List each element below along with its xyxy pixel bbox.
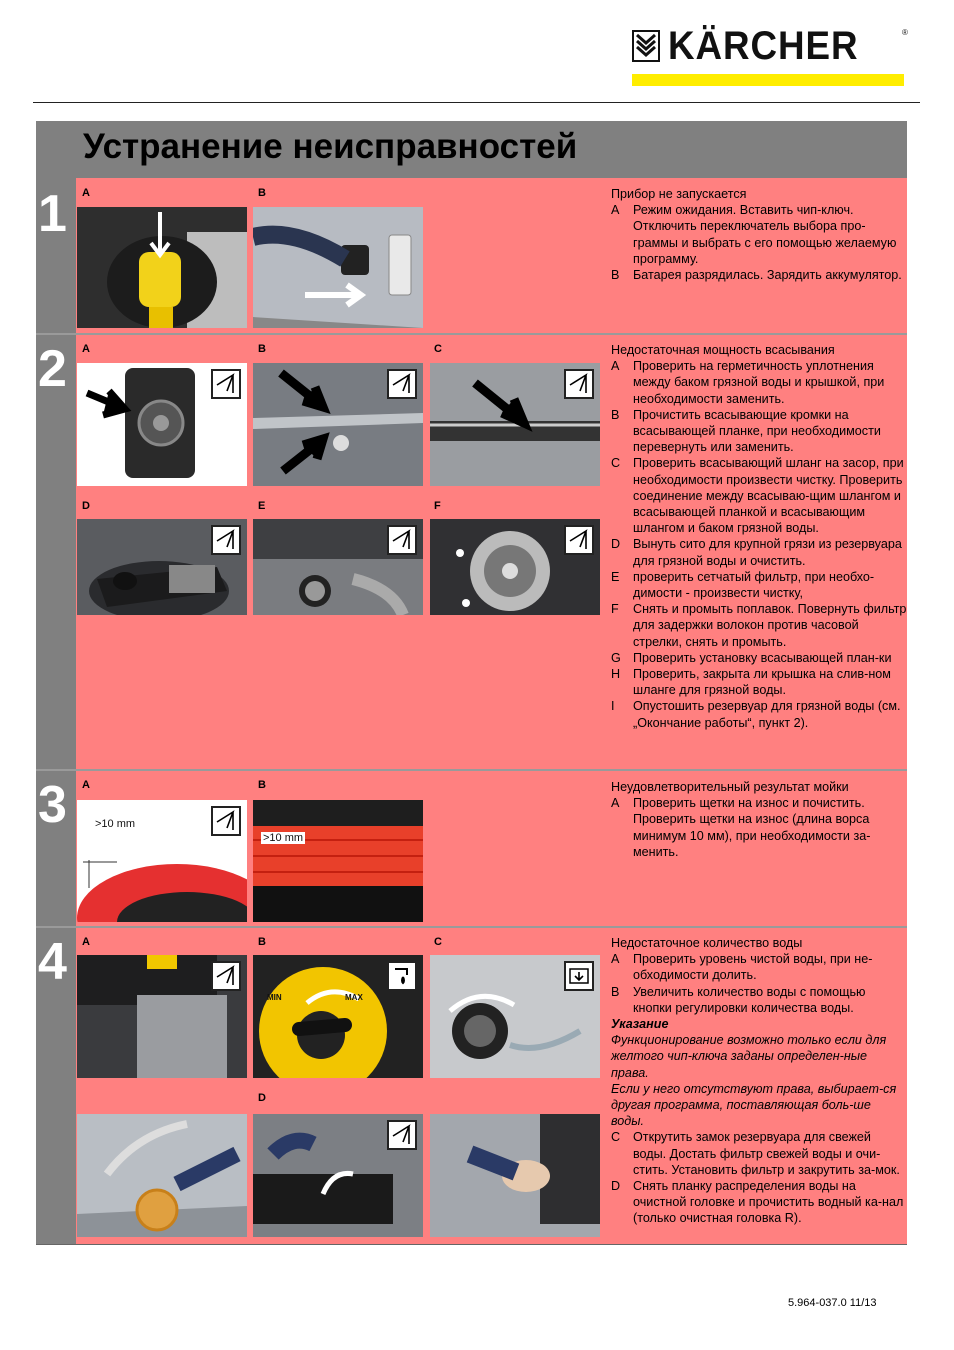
section-4-sidebar: [36, 928, 76, 1244]
list-item: B Прочистить всасывающие кромки на всасывающей планке, при необходимости перевернуть или заменить.: [611, 407, 881, 455]
page-title: Устранение неисправностей: [83, 127, 578, 166]
image-label: B: [258, 187, 266, 199]
image-label: E: [258, 500, 266, 512]
knob-max-label: MAX: [345, 993, 363, 1002]
photo-coarse-sieve: [77, 519, 247, 615]
photo-plug-charger: [253, 207, 423, 328]
section-3-sidebar: [36, 771, 76, 926]
image-label: B: [258, 779, 266, 791]
section-heading: Неудовлетворительный результат мойки: [611, 780, 849, 794]
image-label: B: [258, 343, 266, 355]
photo-water-level: [77, 955, 247, 1078]
image-label: A: [82, 343, 90, 355]
brush-measure-label: >10 mm: [95, 818, 136, 830]
photo-clean-channel: [430, 1114, 600, 1237]
section-heading: Недостаточная мощность всасывания: [611, 343, 835, 357]
image-label: D: [258, 1092, 266, 1104]
image-label: D: [82, 500, 90, 512]
list-item: E проверить сетчатый фильтр, при необхо-димости - произвести чистку,: [611, 569, 875, 601]
knob-min-label: MIN: [267, 993, 282, 1002]
tool-icon: [211, 525, 241, 555]
tank-down-icon: [564, 961, 594, 991]
tool-icon: [564, 369, 594, 399]
karcher-logo-mark: [632, 30, 660, 62]
photo-rinse-filter: [77, 1114, 247, 1237]
image-label: A: [82, 936, 90, 948]
section-4-text: [611, 935, 907, 1227]
image-label: A: [82, 187, 90, 199]
section-number: 2: [38, 340, 67, 398]
document-number: 5.964-037.0 11/13: [788, 1297, 877, 1309]
list-item: D Вынуть сито для крупной грязи из резервуара для грязной воды и очистить.: [611, 537, 902, 568]
photo-brush-disc: [77, 800, 247, 922]
list-item: G Проверить установку всасывающей план-ки: [611, 650, 892, 665]
tool-icon: [211, 961, 241, 991]
image-label: F: [434, 500, 441, 512]
title-bar: [36, 121, 907, 178]
section-number: 4: [38, 933, 67, 991]
tool-icon: [211, 369, 241, 399]
photo-roller-brush: [253, 800, 423, 922]
list-item: F Снять и промыть поплавок. Повернуть фильтр для задержки волокон против часовой стрелки, снять и промыть.: [611, 602, 907, 649]
section-3-text: [611, 779, 907, 860]
tool-icon: [211, 806, 241, 836]
section-2-text: [611, 342, 907, 731]
list-item: B Батарея разрядилась. Зарядить аккумулятор.: [611, 268, 902, 283]
section-number: 1: [38, 185, 67, 243]
table-bottom-rule: [36, 1244, 907, 1245]
tool-icon: [387, 1120, 417, 1150]
brand-yellow-bar: [632, 74, 904, 86]
list-item: I Опустошить резервуар для грязной воды (см. „Окончание работы“, пункт 2).: [611, 699, 901, 730]
list-item: C Проверить всасывающий шланг на засор, при необходимости произвести чистку. Проверить соединение между всасываю-щим шлангом и всасывающей планкой и всасывающим шлангом и баком грязной воды.: [611, 456, 904, 536]
section-2-sidebar: [36, 335, 76, 769]
header-rule: [33, 102, 920, 103]
list-item: C Открутить замок резервуара для свежей воды. Достать фильтр свежей воды и очи-стить. Установить фильтр и закрутить за-мок.: [611, 1130, 900, 1177]
photo-lid-seal: [77, 363, 247, 486]
registered-mark: ®: [902, 28, 908, 37]
karcher-logo: [630, 24, 910, 90]
list-item: A Проверить на герметичность уплотнения между баком грязной воды и крышкой, при необходимости заменить.: [611, 359, 885, 406]
section-1-sidebar: [36, 178, 76, 333]
image-label: A: [82, 779, 90, 791]
brand-name: KÄRCHER: [668, 24, 859, 68]
note-text: Функционирование возможно только если для желтого чип-ключа заданы определен-ные права.: [611, 1033, 887, 1080]
photo-water-knob: [253, 955, 423, 1078]
list-item: A Проверить уровень чистой воды, при не-обходимости долить.: [611, 952, 873, 983]
tool-icon: [387, 525, 417, 555]
tool-icon: [564, 525, 594, 555]
section-1-text: [611, 186, 907, 283]
brush-measure-label: >10 mm: [263, 832, 304, 844]
photo-float-filter: [430, 519, 600, 615]
list-item: H Проверить, закрыта ли крышка на слив-ном шланге для грязной воды.: [611, 667, 891, 698]
photo-chip-key: [77, 207, 247, 328]
section-heading: Недостаточное количество воды: [611, 936, 803, 950]
image-label: C: [434, 343, 442, 355]
note-title: Указание: [611, 1017, 669, 1032]
image-label: B: [258, 936, 266, 948]
section-heading: Прибор не запускается: [611, 187, 747, 201]
image-label: C: [434, 936, 442, 948]
tool-icon: [387, 369, 417, 399]
photo-tank-lock: [430, 955, 600, 1078]
list-item: B Увеличить количество воды с помощью кнопки регулировки количества воды.: [611, 984, 866, 1015]
section-number: 3: [38, 776, 67, 834]
water-drop-icon: [387, 961, 417, 991]
list-item: D Снять планку распределения воды на очистной головке и прочистить водный ка-нал (только очистная головка R).: [611, 1179, 904, 1226]
photo-mesh-filter: [253, 519, 423, 615]
note-text: Если у него отсутствуют права, выбирает-ся другая программа, поставляющая боль-ше воды.: [611, 1081, 897, 1129]
photo-suction-hose: [430, 363, 600, 486]
photo-distribution-bar: [253, 1114, 423, 1237]
photo-squeegee-lips: [253, 363, 423, 486]
list-item: A Режим ожидания. Вставить чип-ключ. Отключить переключатель выбора про-граммы и выбрать с его помощью желаемую программу.: [611, 203, 897, 266]
list-item: A Проверить щетки на износ и почистить. Проверить щетки на износ (длина ворса минимум 10 мм), при необходимости за-менить.: [611, 796, 871, 859]
